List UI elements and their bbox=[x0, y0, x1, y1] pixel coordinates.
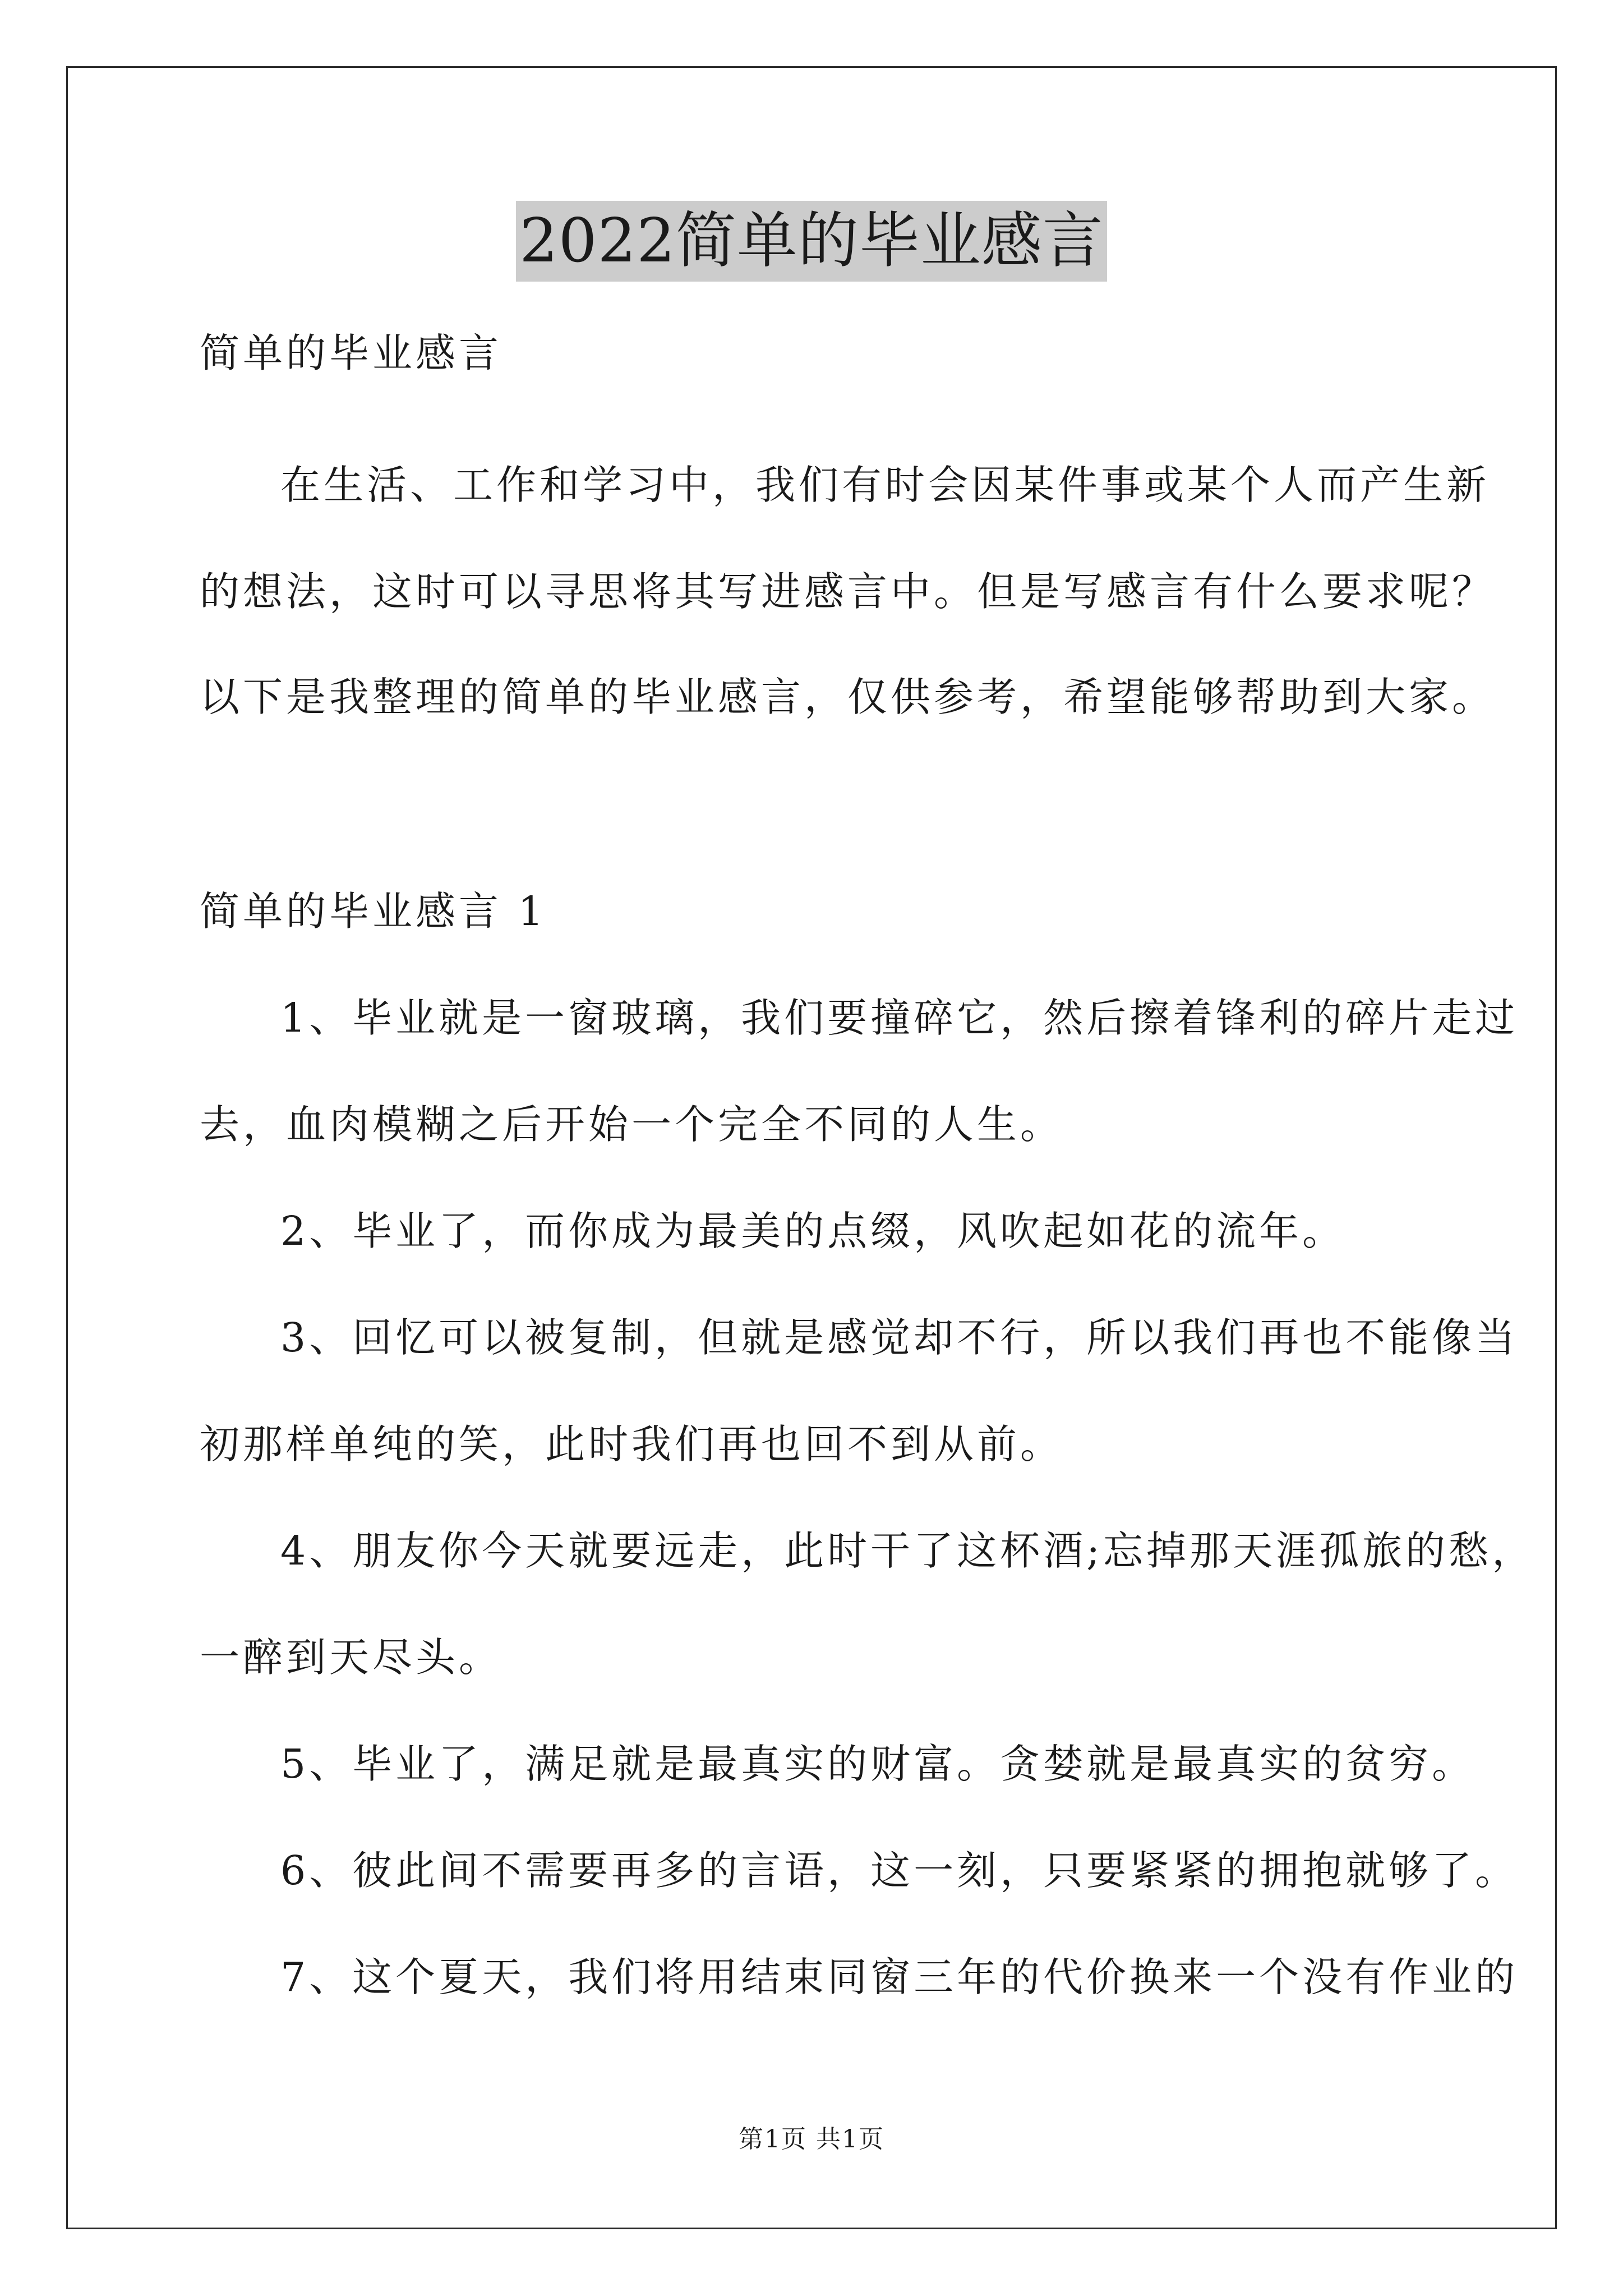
paragraph-line: 6、彼此间不需要再多的言语，这一刻，只要紧紧的拥抱就够了。 bbox=[280, 1847, 1519, 1894]
paragraph-line: 在生活、工作和学习中，我们有时会因某件事或某个人而产生新 bbox=[280, 462, 1490, 508]
subheading: 简单的毕业感言 bbox=[200, 330, 502, 376]
paragraph-line: 以下是我整理的简单的毕业感言，仅供参考，希望能够帮助到大家。 bbox=[200, 674, 1496, 720]
paragraph-line: 3、回忆可以被复制，但就是感觉却不行，所以我们再也不能像当 bbox=[280, 1314, 1519, 1361]
paragraph-line: 1、毕业就是一窗玻璃，我们要撞碎它，然后擦着锋利的碎片走过 bbox=[280, 995, 1519, 1041]
page-footer: 第1页 共1页 bbox=[739, 2125, 884, 2154]
paragraph-line: 去，血肉模糊之后开始一个完全不同的人生。 bbox=[200, 1101, 1064, 1148]
section-heading: 简单的毕业感言 1 bbox=[200, 888, 547, 935]
paragraph-line: 的想法，这时可以寻思将其写进感言中。但是写感言有什么要求呢？ bbox=[200, 568, 1496, 615]
paragraph-line: 4、朋友你今天就要远走，此时干了这杯酒;忘掉那天涯孤旅的愁， bbox=[280, 1527, 1536, 1574]
document-title: 2022简单的毕业感言 bbox=[516, 201, 1107, 282]
paragraph-line: 初那样单纯的笑，此时我们再也回不到从前。 bbox=[200, 1421, 1064, 1467]
paragraph-line: 2、毕业了，而你成为最美的点缀，风吹起如花的流年。 bbox=[280, 1208, 1346, 1254]
paragraph-line: 7、这个夏天，我们将用结束同窗三年的代价换来一个没有作业的 bbox=[280, 1954, 1519, 2000]
paragraph-line: 一醉到天尽头。 bbox=[200, 1634, 502, 1681]
title-container bbox=[0, 201, 1623, 282]
paragraph-line: 5、毕业了，满足就是最真实的财富。贪婪就是最真实的贫穷。 bbox=[280, 1741, 1476, 1787]
